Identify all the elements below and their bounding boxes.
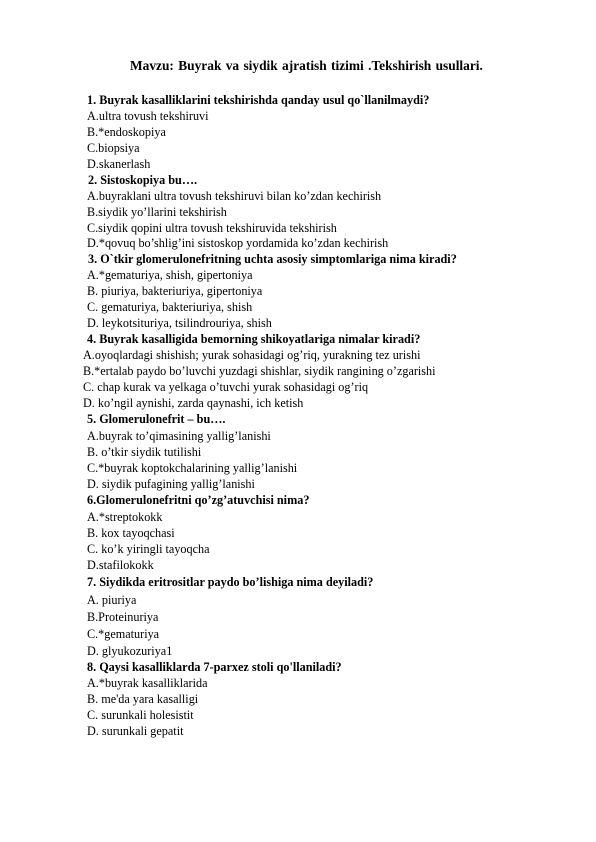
question-2-option-c: C.siydik qopini ultra tovush tekshiruvida tekshirish: [87, 221, 337, 235]
question-3-option-a: A.*gematuriya, shish, gipertoniya: [87, 268, 253, 282]
question-4-option-c: C. chap kurak va yelkaga o’tuvchi yurak sohasidagi og’riq: [83, 380, 369, 394]
question-8-option-a: A.*buyrak kasalliklarida: [87, 676, 208, 690]
question-1: 1. Buyrak kasalliklarini tekshirishda qanday usul qo`llanilmaydi?: [87, 93, 430, 107]
question-3-option-b: B. piuriya, bakteriuriya, gipertoniya: [87, 284, 263, 298]
question-3-option-c: C. gematuriya, bakteriuriya, shish: [87, 300, 253, 314]
question-8-option-c: C. surunkali holesistit: [87, 708, 194, 722]
question-4-option-d: D. ko’ngil aynishi, zarda qaynashi, ich ketish: [83, 396, 304, 410]
question-8: 8. Qaysi kasalliklarda 7-parxez stoli qo'llaniladi?: [87, 660, 342, 674]
question-1-option-a: A.ultra tovush tekshiruvi: [87, 109, 209, 123]
question-2: 2. Sistoskopiya bu….: [88, 173, 198, 187]
question-6-option-b: B. kox tayoqchasi: [87, 526, 175, 540]
question-3: 3. O`tkir glomerulonefritning uchta asosiy simptomlariga nima kiradi?: [88, 252, 457, 266]
question-2-option-a: A.buyraklani ultra tovush tekshiruvi bilan ko’zdan kechirish: [87, 189, 382, 203]
question-7: 7. Siydikda eritrositlar paydo bo’lishiga nima deyiladi?: [87, 575, 374, 589]
question-7-option-b: B.Proteinuriya: [87, 610, 159, 624]
question-4: 4. Buyrak kasalligida bemorning shikoyatlariga nimalar kiradi?: [87, 332, 421, 346]
question-6-option-a: A.*streptokokk: [87, 510, 163, 524]
question-8-option-b: B. me'da yara kasalligi: [87, 692, 199, 706]
question-7-option-a: A. piuriya: [87, 593, 137, 607]
question-5-option-c: C.*buyrak koptokchalarining yallig’lanishi: [87, 461, 298, 475]
question-5-option-d: D. siydik pufagining yallig’lanishi: [87, 477, 255, 491]
question-7-option-c: C.*gematuriya: [87, 627, 160, 641]
question-5-option-a: A.buyrak to’qimasining yallig’lanishi: [87, 429, 271, 443]
question-6: 6.Glomerulonefritni qo’zg’atuvchisi nima?: [87, 493, 310, 507]
question-1-option-c: C.biopsiya: [87, 141, 140, 155]
question-4-option-b: B.*ertalab paydo bo’luvchi yuzdagi shishlar, siydik rangining o’zgarishi: [83, 364, 436, 378]
question-1-option-b: B.*endoskopiya: [87, 125, 166, 139]
question-7-option-d: D. glyukozuriya1: [87, 644, 173, 658]
question-2-option-b: B.siydik yo’llarini tekshirish: [87, 205, 227, 219]
question-4-option-a: A.oyoqlardagi shishish; yurak sohasidagi og’riq, yurakning tez urishi: [83, 348, 421, 362]
question-2-option-d: D.*qovuq bo’shlig’ini sistoskop yordamida ko’zdan kechirish: [87, 236, 389, 250]
question-6-option-d: D.stafilokokk: [87, 558, 154, 572]
page-title: Mavzu: Buyrak va siydik ajratish tizimi .Tekshirish usullari.: [130, 58, 483, 73]
question-6-option-c: C. ko’k yiringli tayoqcha: [87, 542, 210, 556]
question-1-option-d: D.skanerlash: [87, 157, 151, 171]
question-5: 5. Glomerulonefrit – bu….: [87, 412, 226, 426]
question-8-option-d: D. surunkali gepatit: [87, 724, 184, 738]
question-5-option-b: B. o’tkir siydik tutilishi: [87, 445, 202, 459]
question-3-option-d: D. leykotsituriya, tsilindrouriya, shish: [87, 316, 272, 330]
